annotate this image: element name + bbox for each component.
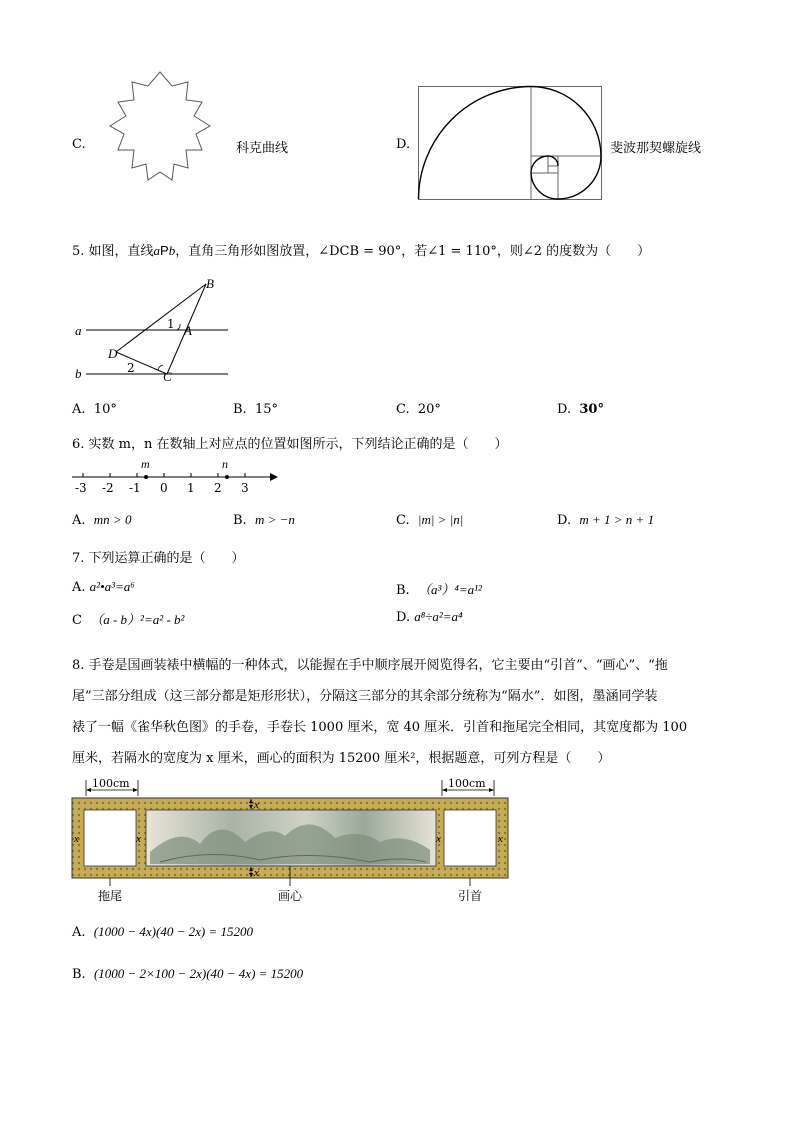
q8-line-4: 厘米，若隔水的宽度为 x 厘米，画心的面积为 15200 厘米²，根据题意，可列方程是（ ）: [72, 751, 611, 766]
tick-label-neg2: -2: [102, 481, 114, 495]
fig5-label-b: b: [75, 366, 82, 381]
x-mark-left: x: [74, 833, 79, 845]
question-7-stem: 7. 下列运算正确的是（ ）: [72, 551, 245, 566]
q7-option-d[interactable]: D. a⁸÷a²=a⁴: [396, 609, 463, 625]
fig5-angle-1: 1: [167, 317, 175, 331]
dim-right-100cm: 100cm: [448, 777, 486, 790]
question-8-stem: [72, 650, 720, 774]
q7-option-b[interactable]: B. （a³）⁴=a¹²: [396, 582, 482, 598]
fig5-label-a: a: [75, 323, 82, 338]
option-d-label: D.: [396, 137, 411, 152]
x-mark-bottom: x: [254, 867, 259, 879]
fig5-label-D: D: [108, 346, 118, 361]
tick-label-neg3: -3: [75, 481, 87, 495]
q8-option-b[interactable]: B. (1000 − 2×100 − 2x)(40 − 4x) = 15200: [72, 966, 304, 982]
q5-option-c[interactable]: C. 20°: [396, 402, 441, 417]
q6-option-c[interactable]: C. |m| > |n|: [396, 512, 464, 528]
q8-line-3: 裱了一幅《雀华秋色图》的手卷，手卷长 1000 厘米，宽 40 厘米．引首和拖尾完全相同，其宽度都为 100: [72, 720, 688, 735]
q7-option-c[interactable]: C （a - b）²=a² - b²: [72, 612, 185, 628]
fibonacci-spiral-figure: [418, 86, 602, 200]
q6-option-d[interactable]: D. m + 1 > n + 1: [557, 512, 655, 528]
koch-snowflake-figure: [90, 72, 230, 202]
x-mark-top: x: [254, 799, 259, 811]
option-d-caption: 斐波那契螺旋线: [610, 141, 702, 156]
label-tail: 拖尾: [98, 889, 123, 903]
fig5-label-B: B: [206, 276, 214, 291]
number-line-figure: [72, 456, 282, 496]
option-c-label: C.: [72, 137, 86, 152]
handscroll-figure: [70, 776, 510, 906]
tick-label-1: 1: [187, 481, 195, 495]
label-center: 画心: [278, 889, 303, 903]
fig5-label-C: C: [163, 369, 172, 384]
label-head: 引首: [458, 889, 483, 903]
x-mark-inner-left: x: [136, 833, 141, 845]
x-mark-right: x: [498, 833, 503, 845]
question-5-figure: [72, 278, 232, 388]
tick-label-2: 2: [214, 481, 222, 495]
q5-option-d[interactable]: D. 30°: [557, 402, 604, 417]
tick-label-neg1: -1: [129, 481, 141, 495]
q6-option-b[interactable]: B. m > −n: [233, 512, 295, 528]
q7-option-a[interactable]: A. a²•a³=a⁶: [72, 579, 135, 595]
question-6-stem: 6. 实数 m，n 在数轴上对应点的位置如图所示，下列结论正确的是（ ）: [72, 437, 508, 452]
fig5-angle-2: 2: [127, 361, 135, 375]
q8-option-a[interactable]: A. (1000 − 4x)(40 − 2x) = 15200: [72, 924, 253, 940]
option-c-caption: 科克曲线: [236, 141, 289, 156]
tick-label-0: 0: [160, 481, 168, 495]
fig5-label-A: A: [184, 323, 192, 338]
point-n-label: n: [222, 457, 228, 471]
q5-option-b[interactable]: B. 15°: [233, 402, 278, 417]
point-m-label: m: [141, 457, 150, 471]
q5-option-a[interactable]: A. 10°: [72, 402, 117, 417]
q8-line-2: 尾”三部分组成（这三部分都是矩形形状），分隔这三部分的其余部分统称为“隔水”．如图，墨涵同学装: [72, 689, 658, 704]
tick-label-3: 3: [241, 481, 249, 495]
x-mark-inner-right: x: [436, 833, 441, 845]
q6-option-a[interactable]: A. mn > 0: [72, 512, 132, 528]
q8-line-1: 8. 手卷是国画装裱中横幅的一种体式，以能握在手中顺序展开阅览得名，它主要由“引首”、“画心”、“拖: [72, 658, 668, 673]
dim-left-100cm: 100cm: [92, 777, 130, 790]
question-5-stem: 5. 如图，直线aPb，直角三角形如图放置，∠DCB = 90°，若∠1 = 110°，则∠2 的度数为（ ）: [72, 243, 651, 259]
